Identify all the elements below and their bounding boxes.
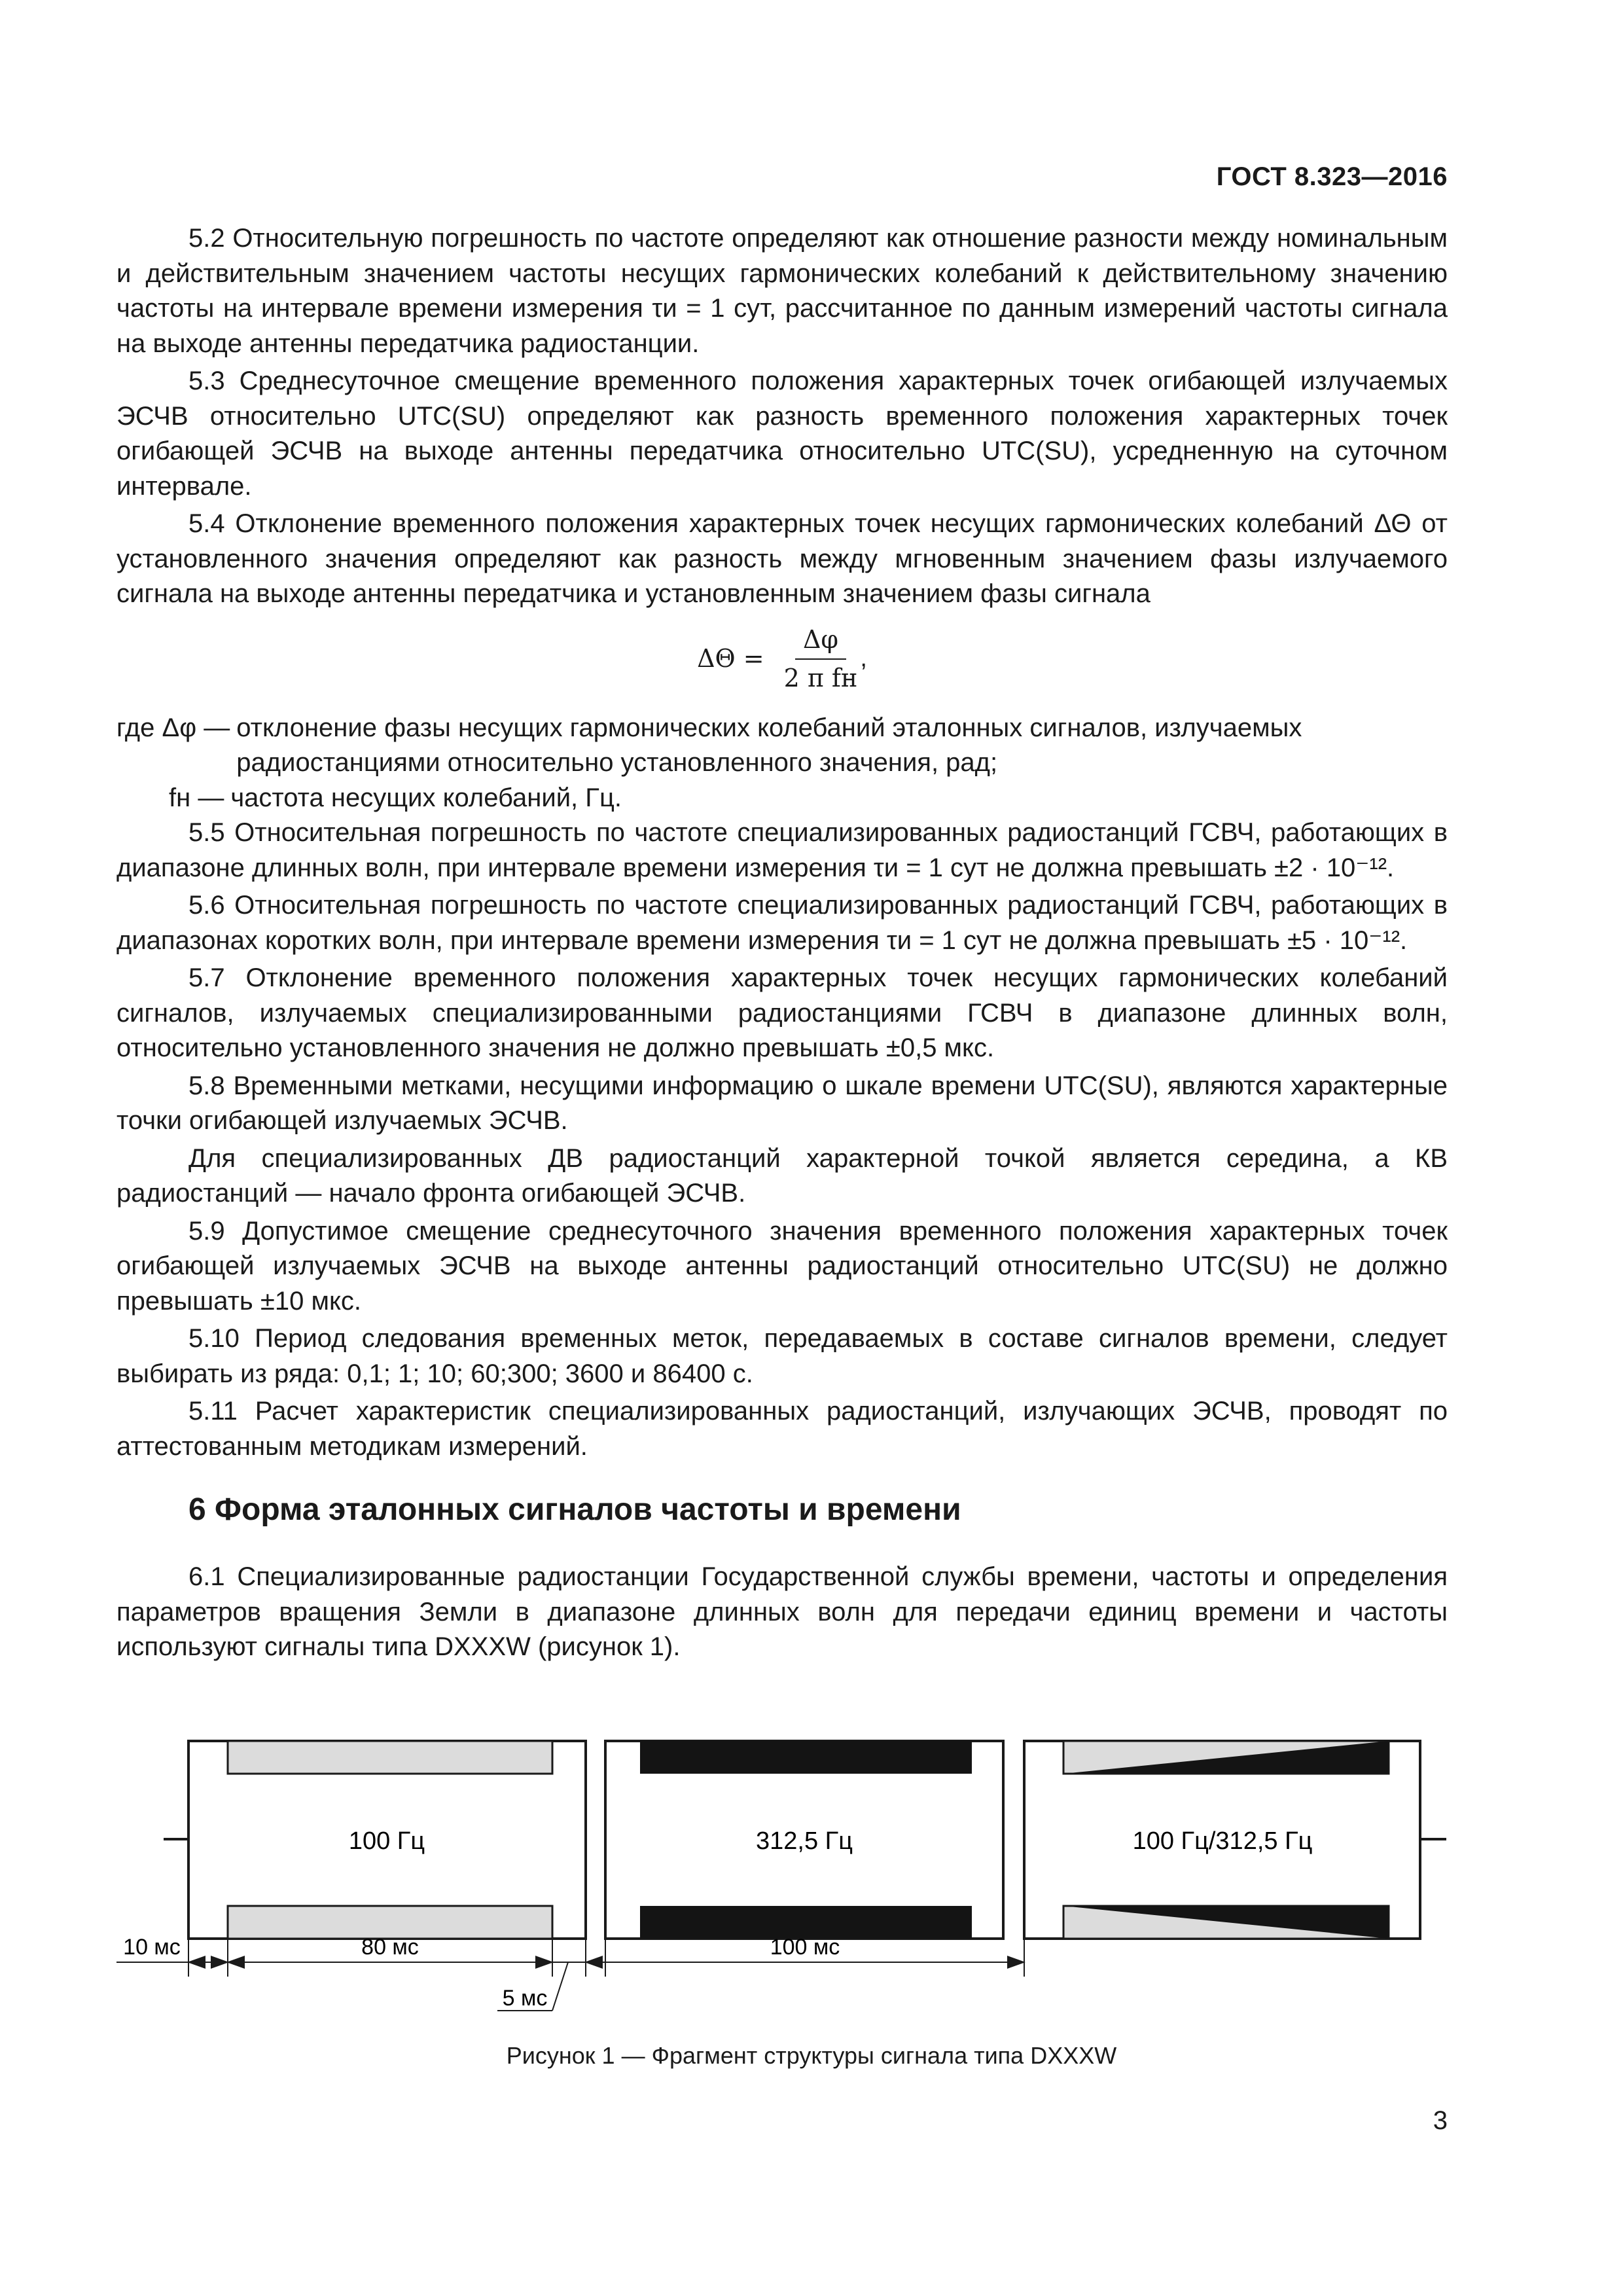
paragraph-5-8b: Для специализированных ДВ радиостанций характерной точкой является середина, а КВ радиостанций — начало фронта огибающей ЭСЧВ.	[116, 1143, 1448, 1208]
block-100hz-bottom-fill	[228, 1906, 552, 1939]
formula-numerator: Δφ	[795, 622, 846, 660]
paragraph-5-9: 5.9 Допустимое смещение среднесуточного значения временного положения характерных точек огибающей излучаемых ЭСЧВ на выходе антенны радиостанций относительно UTC(SU) не должно превышать ±10 мкс.	[116, 1216, 1448, 1316]
figure-caption: Рисунок 1 — Фрагмент структуры сигнала типа DXXXW	[506, 2042, 1117, 2069]
block-100hz-top-fill	[228, 1741, 552, 1774]
paragraph-6-1: 6.1 Специализированные радиостанции Государственной службы времени, частоты и определения параметров вращения Земли в диапазоне длинных волн для передачи единиц времени и частоты используют сигналы типа DXXXW (рисунок 1).	[116, 1562, 1448, 1661]
dim-10ms-label: 10 мс	[123, 1935, 181, 1960]
where-text-1: отклонение фазы несущих гармонических колебаний эталонных сигналов, излучаемых радиостанциями относительно установленного значения, рад;	[236, 713, 1302, 777]
block-mixed-label: 100 Гц/312,5 Гц	[1132, 1827, 1313, 1855]
paragraph-5-6: 5.6 Относительная погрешность по частоте специализированных радиостанций ГСВЧ, работающих в диапазонах коротких волн, при интервале времени измерения τи = 1 сут не должна превышать ±5 · 10⁻¹².	[116, 891, 1448, 955]
paragraph-5-8: 5.8 Временными метками, несущими информацию о шкале времени UTC(SU), являются характерные точки огибающей излучаемых ЭСЧВ.	[116, 1071, 1448, 1135]
page-number: 3	[1433, 2106, 1448, 2135]
dim-5ms-label: 5 мс	[502, 1986, 548, 2011]
document-body	[116, 221, 1448, 1668]
paragraph-5-10: 5.10 Период следования временных меток, передаваемых в составе сигналов времени, следует выбирать из ряда: 0,1; 1; 10; 60;300; 3600 и 86400 с.	[116, 1324, 1448, 1388]
dim-80ms-label: 80 мс	[361, 1935, 419, 1960]
formula-denominator: 2 π fн	[783, 664, 858, 692]
block-312hz-label: 312,5 Гц	[756, 1827, 853, 1855]
paragraph-5-2: 5.2 Относительную погрешность по частоте определяют как отношение разности между номинальным и действительным значением частоты несущих гармонических колебаний к действительному значению частоты на интервале времени измерения τи = 1 сут, рассчитанное по данным измерений частоты сигнала на выходе антенны передатчика радиостанции.	[116, 224, 1448, 358]
document-id-header: ГОСТ 8.323—2016	[1216, 162, 1448, 191]
formula-fraction	[784, 622, 858, 696]
block-100hz-label: 100 Гц	[348, 1827, 425, 1855]
where-text-2: частота несущих колебаний, Гц.	[230, 783, 622, 812]
block-312hz-bottom-fill	[640, 1906, 972, 1939]
where-term-1: где Δφ —	[116, 713, 230, 742]
paragraph-5-3: 5.3 Среднесуточное смещение временного положения характерных точек огибающей излучаемых ЭСЧВ относительно UTC(SU) определяют как разность временного положения характерных точек огибающей ЭСЧВ на выходе антенны передатчика относительно UTC(SU), усредненную на суточном интервале.	[116, 367, 1448, 501]
paragraph-5-7: 5.7 Отклонение временного положения характерных точек несущих гармонических колебаний сигналов, излучаемых специализированными радиостанциями ГСВЧ в диапазоне длинных волн, относительно установленного значения не должно превышать ±0,5 мкс.	[116, 963, 1448, 1062]
paragraph-5-5: 5.5 Относительная погрешность по частоте специализированных радиостанций ГСВЧ, работающих в диапазоне длинных волн, при интервале времени измерения τи = 1 сут не должна превышать ±2 · 10⁻¹².	[116, 818, 1448, 882]
dim-5ms-leader	[552, 1962, 568, 2011]
dim-100ms-label: 100 мс	[770, 1935, 840, 1960]
formula-trail: ,	[860, 645, 867, 673]
figure-signal-structure	[116, 1715, 1448, 2022]
where-clause-1	[116, 711, 1448, 781]
section-6-title: 6 Форма эталонных сигналов частоты и времени	[188, 1492, 961, 1527]
signal-diagram	[116, 1715, 1448, 2022]
where-clause-2	[116, 781, 1448, 816]
paragraph-5-4: 5.4 Отклонение временного положения характерных точек несущих гармонических колебаний ΔΘ от установленного значения определяют как разность между мгновенным значением фазы излучаемого сигнала на выходе антенны передатчика и установленным значением фазы сигнала	[116, 509, 1448, 608]
formula-delta-theta	[116, 622, 1448, 696]
formula-lhs: ΔΘ =	[697, 644, 764, 673]
block-312hz-top-fill	[640, 1741, 972, 1774]
paragraph-5-11: 5.11 Расчет характеристик специализированных радиостанций, излучающих ЭСЧВ, проводят по аттестованным методикам измерений.	[116, 1397, 1448, 1461]
where-term-2: fн —	[169, 783, 224, 812]
